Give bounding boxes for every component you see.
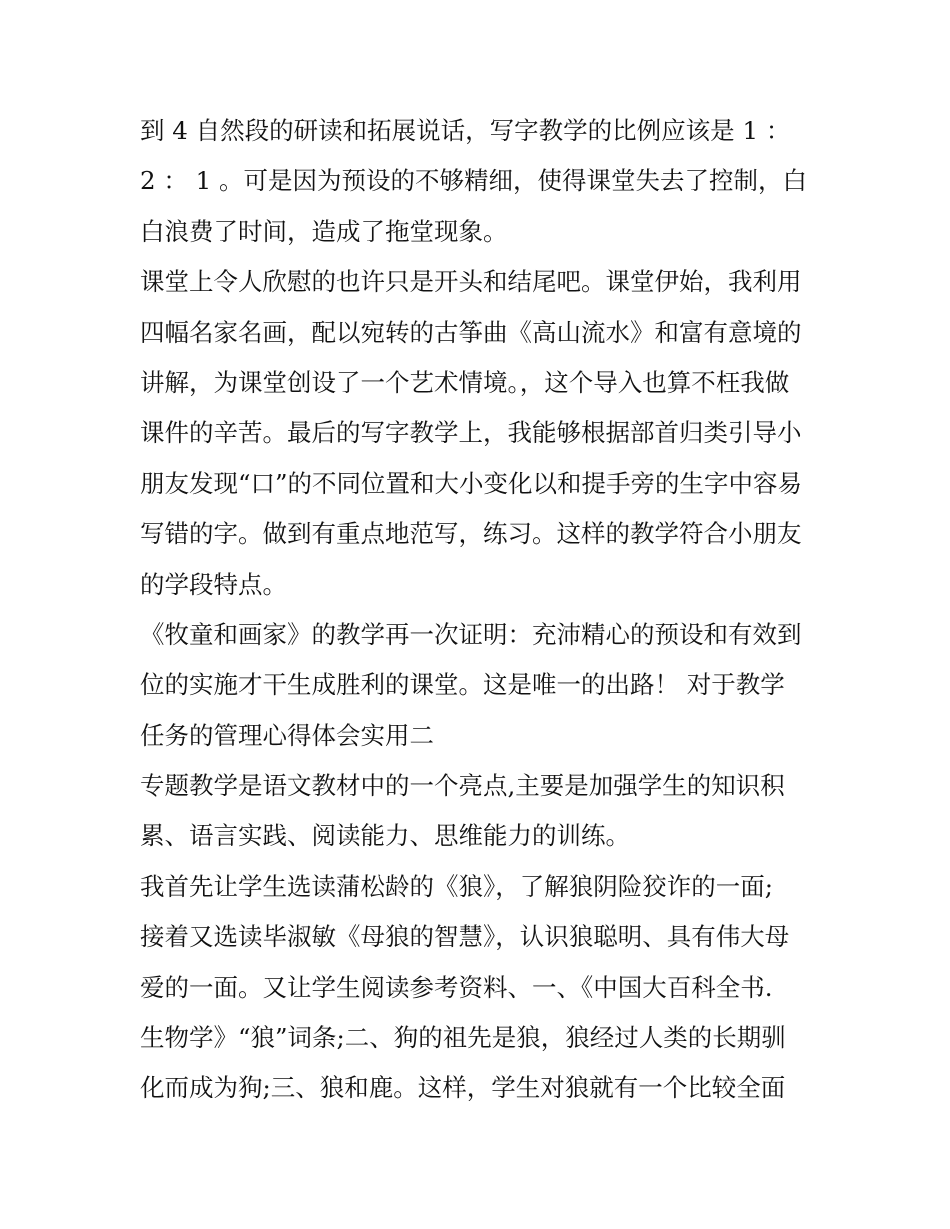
section-heading: 任务的管理心得体会实用二 xyxy=(140,720,434,750)
text-line: 接着又选读毕淑敏《母狼的智慧》，认识狼聪明、具有伟大母 xyxy=(140,922,790,952)
text-line: 讲解，为课堂创设了一个艺术情境。，这个导入也算不枉我做 xyxy=(140,367,790,397)
text-line: 课堂上令人欣慰的也许只是开头和结尾吧。课堂伊始，我利用 xyxy=(140,267,802,297)
text-line: 白浪费了时间，造成了拖堂现象。 xyxy=(140,216,508,246)
text-line: 我首先让学生选读蒲松龄的《狼》，了解狼阴险狡诈的一面; xyxy=(140,871,774,901)
text-line: 位的实施才干生成胜利的课堂。这是唯一的出路！ 对于教学 xyxy=(140,670,785,700)
text-line: 到 4 自然段的研读和拓展说话，写字教学的比例应该是 1 ： xyxy=(140,116,791,145)
text-line: 爱的一面。又让学生阅读参考资料、一、《中国大百科全书. xyxy=(140,972,773,1002)
text-line: 朋友发现“口”的不同位置和大小变化以和提手旁的生字中容易 xyxy=(140,468,803,498)
text-line: 写错的字。做到有重点地范写，练习。这样的教学符合小朋友 xyxy=(140,519,802,549)
text-line: 2 ： 1 。可是因为预设的不够精细，使得课堂失去了控制，白 xyxy=(140,166,808,196)
text-line: 累、语言实践、阅读能力、思维能力的训练。 xyxy=(140,821,630,851)
body-text xyxy=(140,106,820,1114)
text-line: 四幅名家名画，配以宛转的古筝曲《高山流水》和富有意境的 xyxy=(140,317,802,347)
text-line: 生物学》“狼”词条;二、狗的祖先是狼，狼经过人类的长期驯 xyxy=(140,1023,786,1053)
text-line: 专题教学是语文教材中的一个亮点,主要是加强学生的知识积 xyxy=(140,771,785,801)
text-line: 《牧童和画家》的教学再一次证明：充沛精心的预设和有效到 xyxy=(140,619,802,649)
text-line: 的学段特点。 xyxy=(140,569,287,599)
text-line: 化而成为狗;三、狼和鹿。这样，学生对狼就有一个比较全面 xyxy=(140,1073,786,1103)
text-line: 课件的辛苦。最后的写字教学上，我能够根据部首归类引导小 xyxy=(140,418,802,448)
